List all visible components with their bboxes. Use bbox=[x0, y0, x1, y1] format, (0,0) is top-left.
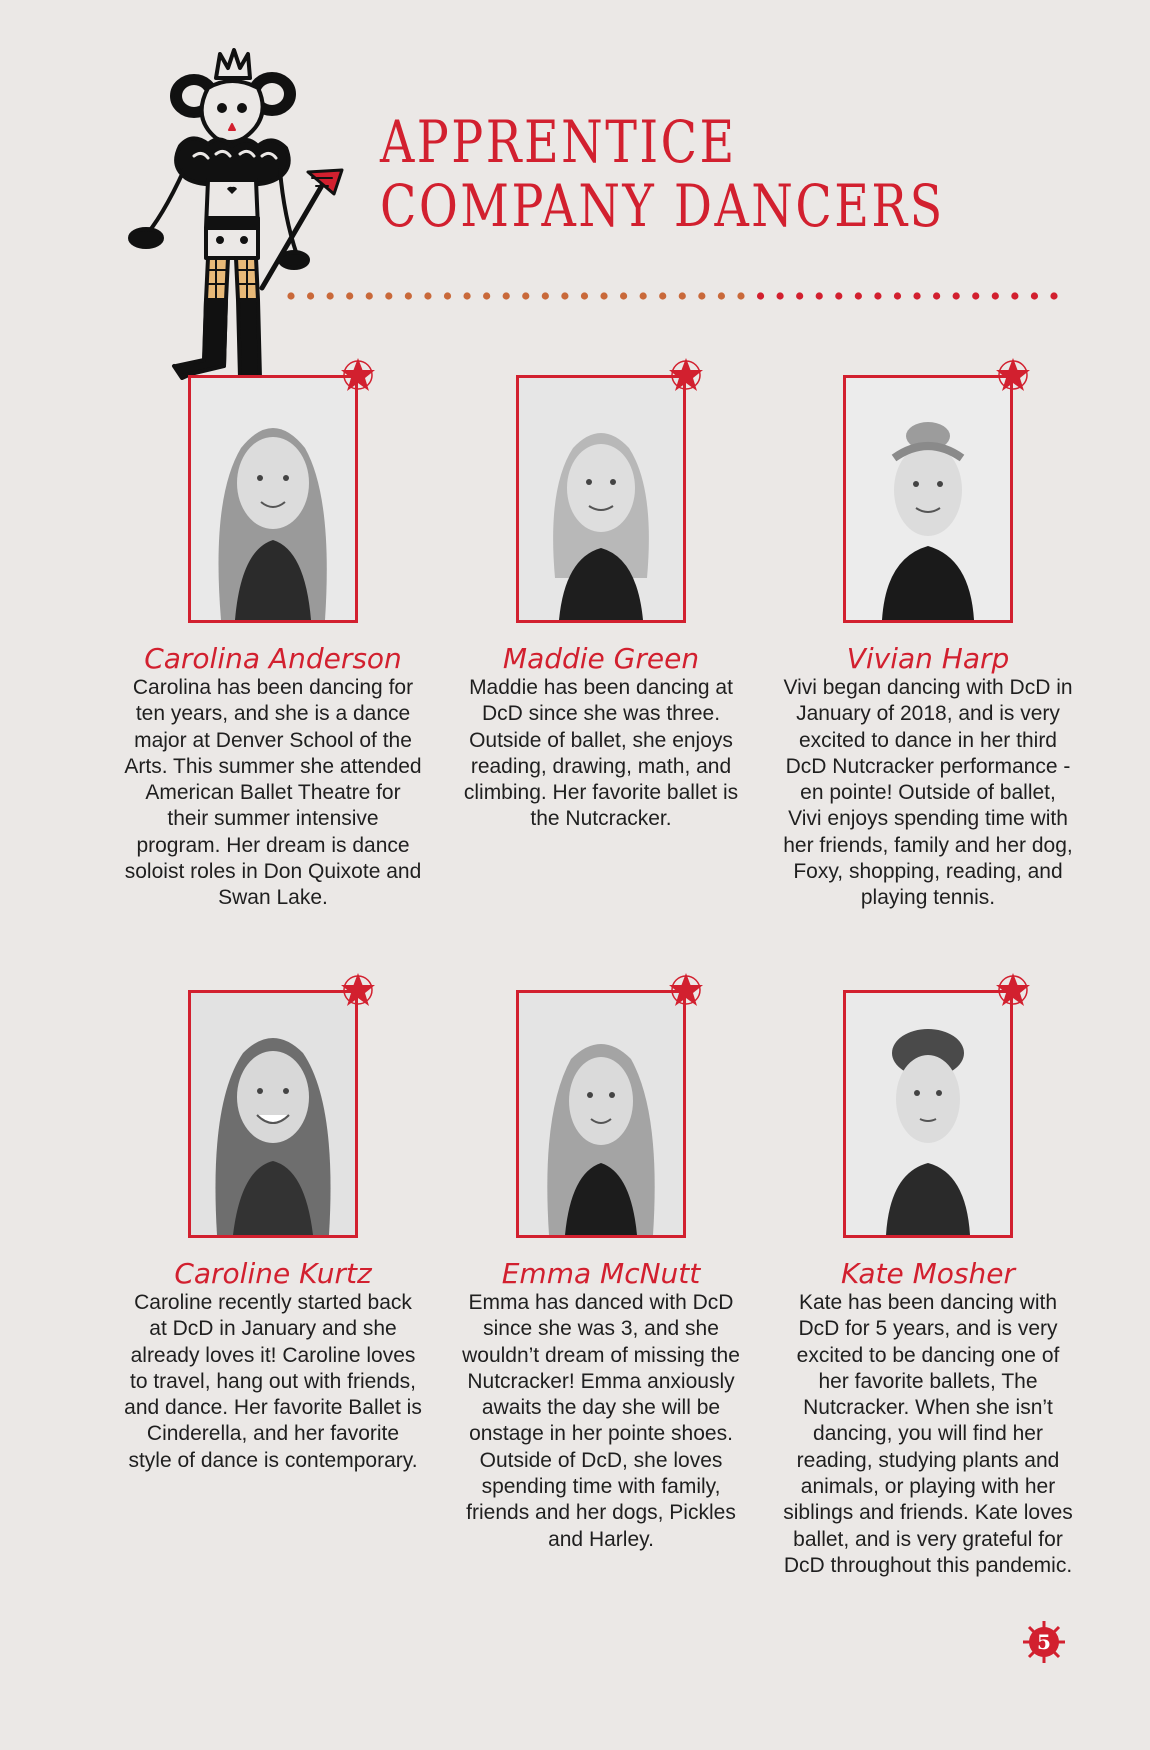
dancer-bio: Vivi began dancing with DcD in January of 2018, and is very excited to dance in her third DcD Nutcracker performance - en pointe! Outside of ballet, Vivi enjoys spending time with her friends, family and her dog, Foxy, shopping, reading, and playing tennis. bbox=[783, 676, 1073, 910]
divider-dot bbox=[424, 292, 431, 299]
dancer-card bbox=[113, 990, 433, 1474]
dancer-photo-frame bbox=[188, 990, 358, 1238]
divider-dot bbox=[874, 292, 881, 299]
divider-dot bbox=[503, 292, 510, 299]
divider-dot bbox=[796, 292, 803, 299]
divider-dot bbox=[385, 292, 392, 299]
dancer-bio: Maddie has been dancing at DcD since she was three. Outside of ballet, she enjoys reading, drawing, math, and climbing. Her favorite ballet is the Nutcracker. bbox=[463, 676, 739, 831]
dancer-card bbox=[768, 375, 1088, 912]
divider-dot bbox=[620, 292, 627, 299]
dancer-name: Caroline Kurtz bbox=[174, 1257, 372, 1290]
divider-dot bbox=[640, 292, 647, 299]
divider-dot bbox=[287, 292, 294, 299]
dancer-bio: Carolina has been dancing for ten years, and she is a dance major at Denver School of the Arts. This summer she attended American Ballet Theatre for their summer intensive program. Her dream is dance soloist roles in Don Quixote and Swan Lake. bbox=[124, 676, 422, 910]
divider-dot bbox=[1011, 292, 1018, 299]
divider-dot bbox=[366, 292, 373, 299]
dancer-photo-frame bbox=[188, 375, 358, 623]
divider-dot bbox=[542, 292, 549, 299]
portrait-image bbox=[519, 993, 683, 1235]
title-line-1: APPRENTICE bbox=[380, 108, 737, 176]
dancer-card bbox=[113, 375, 433, 912]
dancer-card bbox=[768, 990, 1088, 1579]
divider-dot bbox=[679, 292, 686, 299]
divider-dot bbox=[894, 292, 901, 299]
divider-dot bbox=[718, 292, 725, 299]
page-title bbox=[380, 110, 945, 238]
dancer-photo bbox=[188, 375, 358, 623]
dancer-name: Kate Mosher bbox=[841, 1257, 1015, 1290]
dancer-photo bbox=[843, 990, 1013, 1238]
star-icon bbox=[338, 970, 378, 1010]
dancer-photo-frame bbox=[843, 375, 1013, 623]
divider-dot bbox=[953, 292, 960, 299]
divider-dot bbox=[307, 292, 314, 299]
page-number-badge bbox=[1022, 1620, 1066, 1664]
portrait-image bbox=[191, 993, 355, 1235]
divider-dot bbox=[816, 292, 823, 299]
divider-dot bbox=[659, 292, 666, 299]
star-icon bbox=[993, 355, 1033, 395]
dancer-photo-frame bbox=[516, 375, 686, 623]
dancer-photo bbox=[516, 375, 686, 623]
divider-dot bbox=[346, 292, 353, 299]
divider-dot bbox=[992, 292, 999, 299]
dancer-bio: Kate has been dancing with DcD for 5 years, and is very excited to be dancing one of her favorite ballets, The Nutcracker. When she isn’t dancing, you will find her reading, studying plants and animals, or playing with her siblings and friends. Kate loves ballet, and is very grateful for DcD throughout this pandemic. bbox=[783, 1291, 1073, 1577]
divider-dot bbox=[698, 292, 705, 299]
dancer-name: Maddie Green bbox=[502, 642, 700, 675]
dancer-photo bbox=[516, 990, 686, 1238]
dancer-name: Emma McNutt bbox=[501, 1257, 701, 1290]
dancer-bio: Emma has danced with DcD since she was 3, and she wouldn’t dream of missing the Nutcracker! Emma anxiously awaits the day she will be onstage in her pointe shoes. Outside of DcD, she loves spending time with family, friends and her dogs, Pickles and Harley. bbox=[462, 1291, 740, 1551]
divider-dot bbox=[855, 292, 862, 299]
divider-dot bbox=[777, 292, 784, 299]
dancer-bio: Caroline recently started back at DcD in January and she already loves it! Caroline loves to travel, hang out with friends, and dance. Her favorite Ballet is Cinderella, and her favorite style of dance is contemporary. bbox=[124, 1291, 422, 1472]
dotted-divider bbox=[285, 290, 1060, 302]
dancer-name: Carolina Anderson bbox=[144, 642, 402, 675]
divider-dot bbox=[913, 292, 920, 299]
divider-dot bbox=[835, 292, 842, 299]
dancer-photo-frame bbox=[843, 990, 1013, 1238]
dancer-card bbox=[441, 990, 761, 1553]
star-icon bbox=[993, 970, 1033, 1010]
divider-dot bbox=[561, 292, 568, 299]
portrait-image bbox=[191, 378, 355, 620]
mouse-king-illustration bbox=[112, 48, 352, 403]
star-icon bbox=[338, 355, 378, 395]
divider-dot bbox=[757, 292, 764, 299]
divider-dot bbox=[463, 292, 470, 299]
divider-dot bbox=[522, 292, 529, 299]
dancer-photo bbox=[188, 990, 358, 1238]
divider-dot bbox=[972, 292, 979, 299]
divider-dot bbox=[1031, 292, 1038, 299]
dancer-card bbox=[441, 375, 761, 833]
dancer-photo-frame bbox=[516, 990, 686, 1238]
dancer-photo bbox=[843, 375, 1013, 623]
star-icon bbox=[666, 970, 706, 1010]
page-number: 5 bbox=[1037, 1630, 1051, 1654]
portrait-image bbox=[846, 378, 1010, 620]
dancer-name: Vivian Harp bbox=[846, 642, 1010, 675]
divider-dot bbox=[600, 292, 607, 299]
portrait-image bbox=[846, 993, 1010, 1235]
title-line-2: COMPANY DANCERS bbox=[380, 172, 945, 240]
divider-dot bbox=[405, 292, 412, 299]
divider-dot bbox=[737, 292, 744, 299]
divider-dot bbox=[483, 292, 490, 299]
divider-dot bbox=[444, 292, 451, 299]
portrait-image bbox=[519, 378, 683, 620]
divider-dot bbox=[933, 292, 940, 299]
divider-dot bbox=[1050, 292, 1057, 299]
divider-dot bbox=[327, 292, 334, 299]
divider-dot bbox=[581, 292, 588, 299]
star-icon bbox=[666, 355, 706, 395]
